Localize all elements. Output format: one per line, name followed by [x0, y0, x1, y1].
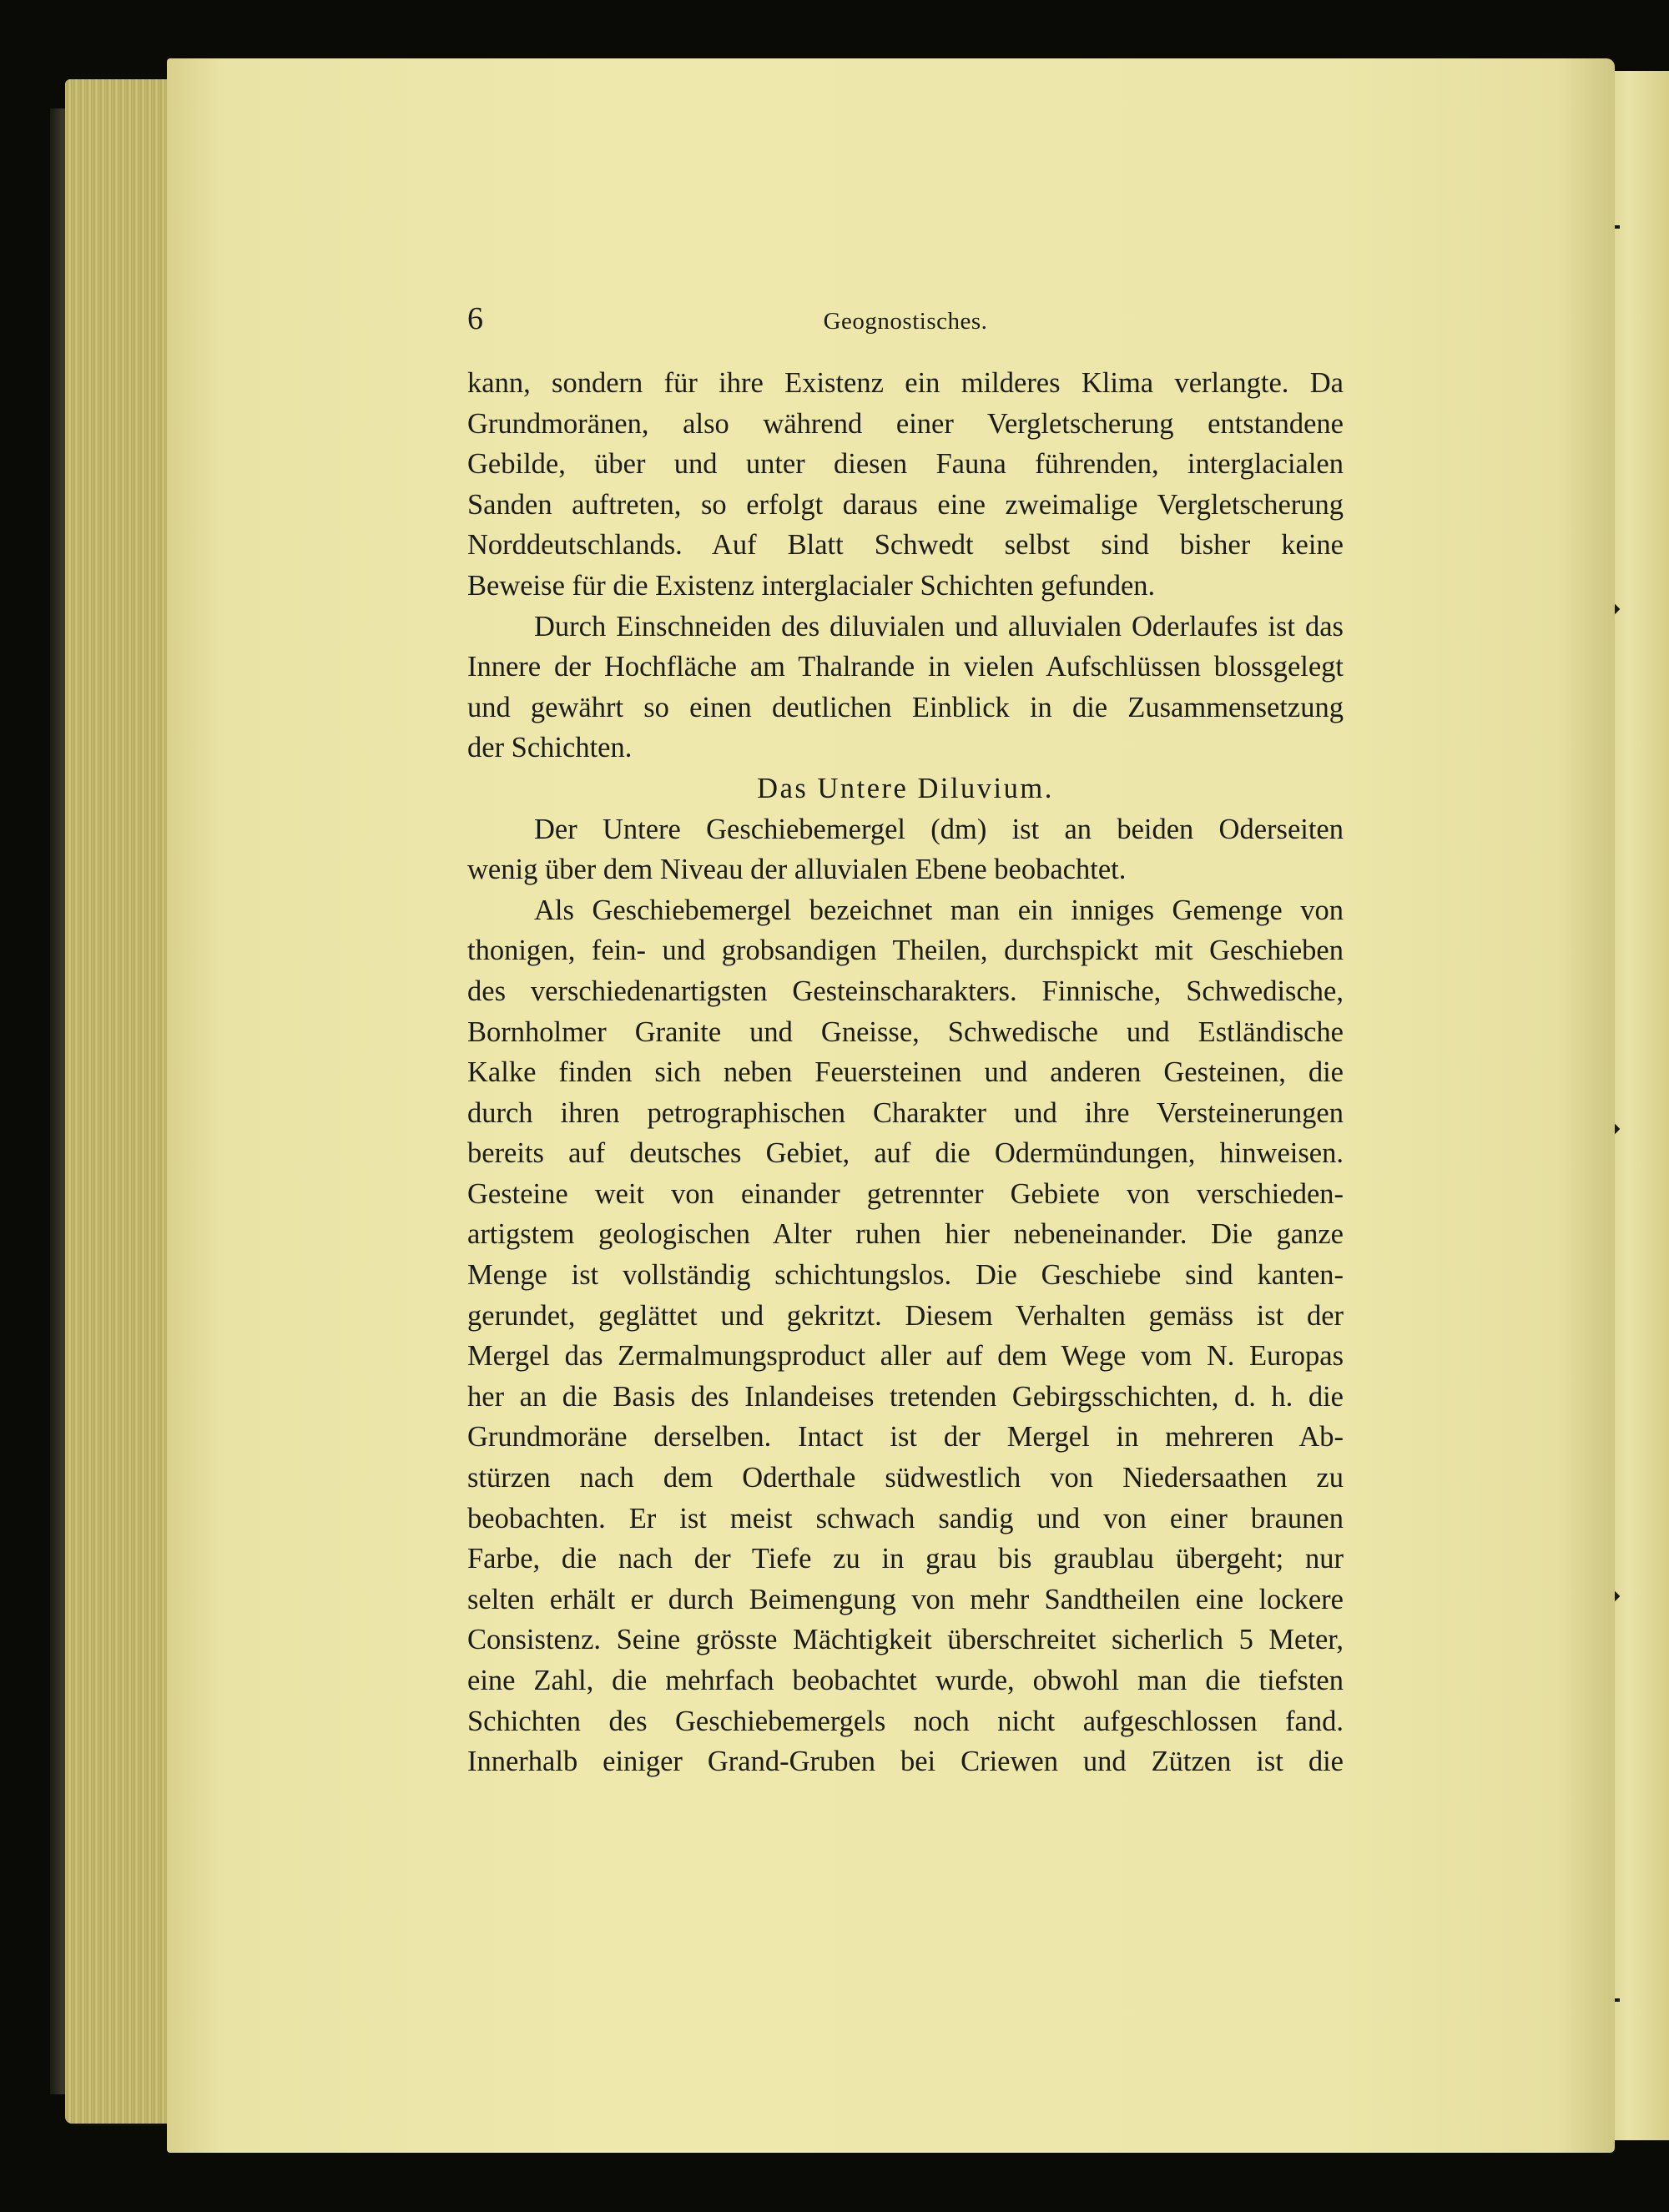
text-line: Farbe, die nach der Tiefe zu in grau bis graublau übergeht; nur — [467, 1543, 1344, 1575]
running-title: Geognostisches. — [823, 308, 988, 335]
text-line: und gewährt so einen deutlichen Einblick in die Zusammensetzung — [467, 691, 1344, 723]
text-line: Innere der Hochfläche am Thalrande in vielen Aufschlüssen blossgelegt — [467, 651, 1344, 683]
body-text — [467, 363, 1344, 1782]
text-line: Schichten des Geschiebemergels noch nicht aufgeschlossen fand. — [467, 1705, 1344, 1737]
text-line: Norddeutschlands. Auf Blatt Schwedt selbst sind bisher keine — [467, 529, 1344, 562]
text-line: Der Untere Geschiebemergel (dm) ist an beiden Oderseiten — [534, 813, 1344, 845]
text-line: kann, sondern für ihre Existenz ein milderes Klima verlangte. Da — [467, 367, 1344, 399]
text-line: Grundmoränen, also während einer Vergletscherung entstandene — [467, 407, 1344, 440]
text-line: Kalke finden sich neben Feuersteinen und anderen Gesteinen, die — [467, 1056, 1344, 1089]
text-line: der Schichten. — [467, 732, 633, 764]
text-line: Consistenz. Seine grösste Mächtigkeit überschreitet sicherlich 5 Meter, — [467, 1624, 1344, 1656]
text-line: Gebilde, über und unter diesen Fauna führenden, interglacialen — [467, 448, 1344, 481]
paragraph — [467, 363, 1344, 607]
page-edges — [65, 79, 182, 2124]
paragraph — [467, 890, 1344, 1782]
text-line: Sanden auftreten, so erfolgt daraus eine zweimalige Vergletscherung — [467, 488, 1344, 521]
paragraph — [467, 607, 1344, 768]
text-line: Mergel das Zermalmungsproduct aller auf dem Wege vom N. Europas — [467, 1340, 1344, 1373]
text-line: Innerhalb einiger Grand-Gruben bei Criewen und Zützen ist die — [467, 1746, 1344, 1778]
text-line: beobachten. Er ist meist schwach sandig und von einer braunen — [467, 1502, 1344, 1534]
text-line: durch ihren petrographischen Charakter und ihre Versteinerungen — [467, 1096, 1344, 1129]
text-line: wenig über dem Niveau der alluvialen Ebene beobachtet. — [467, 854, 1127, 886]
text-line: Menge ist vollständig schichtungslos. Die Geschiebe sind kanten- — [467, 1259, 1344, 1292]
text-line: Gesteine weit von einander getrennter Gebiete von verschieden- — [467, 1177, 1344, 1210]
text-line: gerundet, geglättet und gekritzt. Diesem Verhalten gemäss ist der — [467, 1299, 1344, 1332]
paragraph — [467, 809, 1344, 890]
text-line: Als Geschiebemergel bezeichnet man ein inniges Gemenge von — [534, 894, 1344, 926]
text-line: Grundmoräne derselben. Intact ist der Mergel in mehreren Ab- — [467, 1421, 1344, 1454]
text-line: des verschiedenartigsten Gesteinscharakters. Finnische, Schwedische, — [467, 975, 1344, 1007]
text-line: stürzen nach dem Oderthale südwestlich von Niedersaathen zu — [467, 1462, 1344, 1494]
text-line: Durch Einschneiden des diluvialen und alluvialen Oderlaufes ist das — [534, 610, 1344, 642]
text-line: her an die Basis des Inlandeises tretenden Gebirgsschichten, d. h. die — [467, 1380, 1344, 1413]
page-number: 6 — [467, 301, 483, 336]
running-head — [467, 300, 1344, 337]
text-line: Bornholmer Granite und Gneisse, Schwedische und Estländische — [467, 1015, 1344, 1048]
text-line: Beweise für die Existenz interglacialer Schichten gefunden. — [467, 569, 1156, 602]
text-line: thonigen, fein- und grobsandigen Theilen, durchspickt mit Geschieben — [467, 935, 1344, 967]
text-line: bereits auf deutsches Gebiet, auf die Odermündungen, hinweisen. — [467, 1137, 1344, 1170]
text-line: artigstem geologischen Alter ruhen hier nebeneinander. Die ganze — [467, 1218, 1344, 1251]
text-line: selten erhält er durch Beimengung von mehr Sandtheilen eine lockere — [467, 1583, 1344, 1615]
section-heading: Das Untere Diluvium. — [757, 772, 1054, 804]
text-line: eine Zahl, die mehrfach beobachtet wurde, obwohl man die tiefsten — [467, 1665, 1344, 1696]
